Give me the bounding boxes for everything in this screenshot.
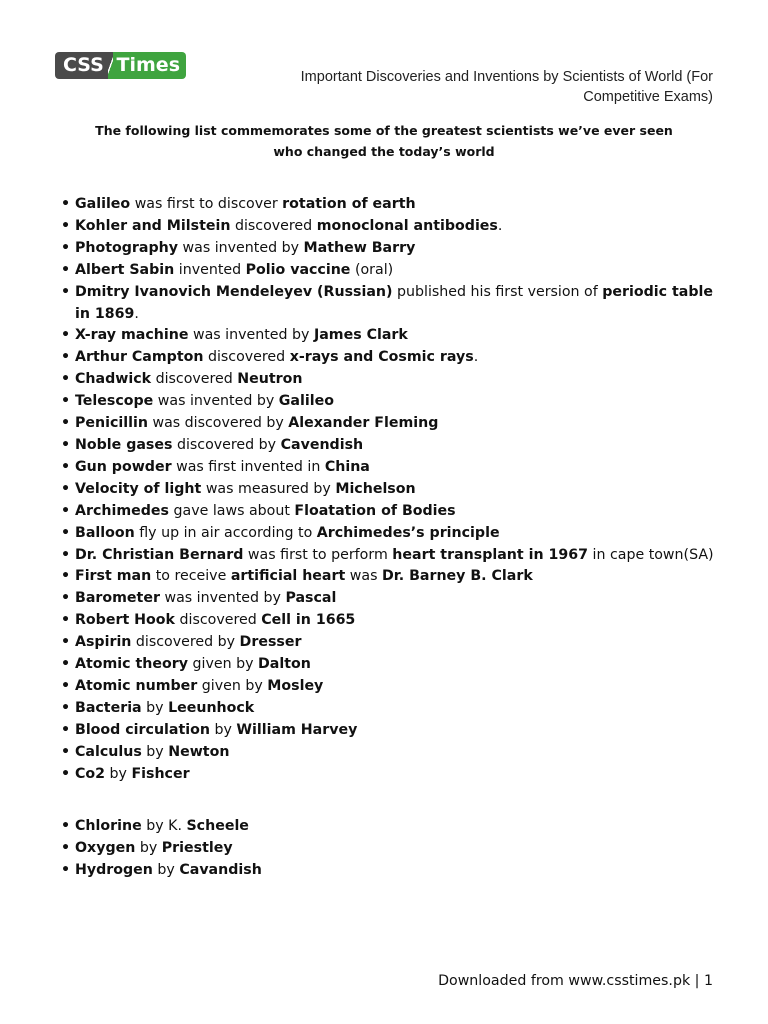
plain-text: was invented by [153,393,279,410]
plain-text: gave laws about [168,502,295,519]
bold-text: artificial heart [230,568,346,585]
plain-text: by [141,743,169,760]
plain-text: given by [197,677,268,694]
bold-text: X-ray machine [75,327,189,344]
list-item [60,282,720,326]
bold-text: Dr. Christian Bernard [75,546,244,563]
bold-text: Oxygen [75,839,136,856]
bold-text: Dresser [239,634,302,651]
footer-source: Downloaded from www.csstimes.pk | 1 [438,973,713,989]
bold-text: Bacteria [75,699,142,716]
bold-text: First man [75,568,152,585]
bold-text: Telescope [75,393,154,410]
plain-text: was [345,568,382,585]
list-item [60,347,720,369]
bold-text: William Harvey [236,721,358,738]
bold-text: Robert Hook [75,612,175,629]
intro-line1: The following list commemorates some of the greatest scientists we’ve ever seen [95,123,673,138]
plain-text: discovered [203,349,290,366]
plain-text: was invented by [188,327,314,344]
bold-text: Archimedes’s principle [316,524,500,541]
bold-text: Floatation of Bodies [294,502,456,519]
plain-text: (oral) [350,261,394,278]
bold-text: China [324,458,370,475]
plain-text: fly up in air according to [134,524,317,541]
bold-text: Atomic number [75,677,198,694]
plain-text: by [135,839,162,856]
plain-text: to receive [151,568,231,585]
list-item [60,194,720,216]
bold-text: Pascal [285,590,337,607]
plain-text: by [105,765,132,782]
plain-text: in cape town(SA) [588,546,714,563]
list-item [60,457,720,479]
bold-text: Gun powder [75,458,172,475]
bold-text: Alexander Fleming [288,415,439,432]
bold-text: heart transplant in 1967 [392,546,588,563]
list-item [60,720,720,742]
intro-text [60,120,708,162]
plain-text: discovered by [172,436,281,453]
plain-text: was invented by [159,590,286,607]
plain-text: was first to perform [243,546,393,563]
bold-text: Neutron [237,371,303,388]
bold-text: Mathew Barry [303,239,416,256]
list-item [60,238,720,260]
plain-text: given by [188,656,259,673]
bold-text: Dalton [258,656,311,673]
list-item [60,698,720,720]
bold-text: Atomic theory [75,656,189,673]
list-item [60,545,720,567]
plain-text: by [141,699,169,716]
plain-text: was invented by [178,239,304,256]
bold-text: Co2 [75,765,106,782]
list-item [60,216,720,238]
bold-text: Cavandish [179,861,262,878]
bold-text: Cavendish [280,436,364,453]
bold-text: Calculus [75,743,142,760]
plain-text: by [209,721,237,738]
plain-text: by K. [141,818,187,834]
bold-text: Newton [168,743,230,760]
bold-text: Chlorine [75,818,142,834]
plain-text: . [497,217,503,234]
list-item [60,435,720,457]
csstimes-logo [55,52,186,79]
logo-css-text: CSS [55,52,108,79]
plain-text: was first to discover [130,196,283,212]
list-item [60,610,720,632]
bold-text: Photography [75,239,179,256]
list-item [60,413,720,435]
plain-text: by [152,861,180,878]
bold-text: x-rays and Cosmic rays [289,349,474,366]
bold-text: Chadwick [75,371,152,388]
logo-slash [108,52,113,79]
list-item [60,325,720,347]
list-item [60,501,720,523]
list-item [60,860,720,882]
plain-text: was discovered by [147,415,289,432]
plain-text: . [473,349,479,366]
bold-text: Hydrogen [75,861,153,878]
bold-text: Dmitry Ivanovich Mendeleyev (Russian) [75,283,393,300]
logo-times-text: Times [113,52,186,79]
list-item [60,676,720,698]
document-title-line2: Competitive Exams) [583,88,713,105]
intro-line2: who changed the today’s world [273,144,495,159]
bold-text: Aspirin [75,634,132,651]
bold-text: Fishcer [131,765,190,782]
plain-text: published his first version of [392,283,603,300]
list-item [60,654,720,676]
plain-text: invented [174,261,246,278]
list-item [60,838,720,860]
bold-text: Penicillin [75,415,148,432]
list-item [60,588,720,610]
bold-text: Scheele [186,818,249,834]
bold-text: Albert Sabin [75,261,175,278]
bold-text: Dr. Barney B. Clark [382,568,533,585]
plain-text: . [134,305,139,322]
bold-text: Velocity of light [75,480,202,497]
bold-text: Galileo [278,393,334,410]
plain-text: discovered [151,371,238,388]
bold-text: Noble gases [75,436,173,453]
bold-text: Polio vaccine [245,261,351,278]
elements-list [60,816,720,882]
list-item [60,816,720,838]
bold-text: James Clark [313,327,408,344]
plain-text: was first invented in [171,458,325,475]
plain-text: was measured by [201,480,336,497]
bold-text: Barometer [75,590,160,607]
list-item [60,260,720,282]
bold-text: Cell in 1665 [261,612,356,629]
document-title-line1: Important Discoveries and Inventions by Scientists of World (For [300,69,713,85]
bold-text: Blood circulation [75,721,210,738]
list-item [60,764,720,786]
document-title [243,68,713,107]
bold-text: Kohler and Milstein [75,217,231,234]
bold-text: Archimedes [75,502,169,519]
bold-text: monoclonal antibodies [316,217,498,234]
list-item [60,742,720,764]
bold-text: Priestley [161,839,233,856]
bold-text: rotation of earth [282,196,416,212]
bold-text: Arthur Campton [75,349,204,366]
bold-text: Michelson [335,480,416,497]
plain-text: discovered by [131,634,240,651]
bold-text: periodic table in 1869 [75,283,713,322]
bold-text: Leeunhock [168,699,255,716]
list-item [60,523,720,545]
bold-text: Balloon [75,524,135,541]
bold-text: Mosley [267,677,324,694]
bold-text: Galileo [75,196,131,212]
discoveries-list [60,194,720,785]
plain-text: discovered [174,612,262,629]
plain-text: discovered [230,217,317,234]
list-item [60,391,720,413]
list-item [60,566,720,588]
list-item [60,479,720,501]
list-item [60,632,720,654]
list-item [60,369,720,391]
